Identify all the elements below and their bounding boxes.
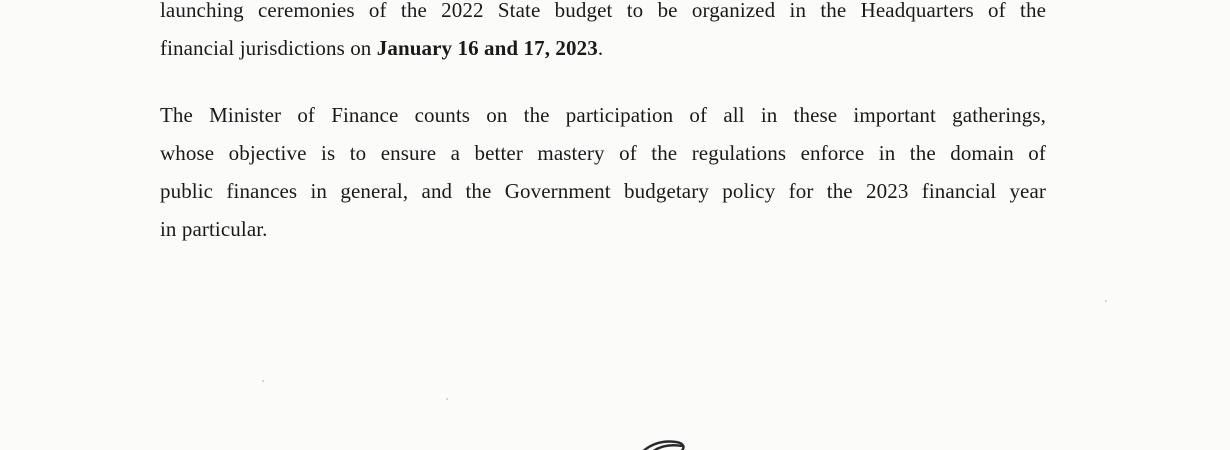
text-run: . (597, 36, 604, 60)
paragraph-minister-participation (160, 96, 1046, 248)
paragraph-line: public finances in general, and the Government budgetary policy for the 2023 financial year (160, 179, 1046, 203)
paper-speck (446, 398, 448, 400)
paragraph-line: whose objective is to ensure a better mastery of the regulations enforce in the domain of (160, 141, 1046, 165)
text-run: financial jurisdictions on (160, 36, 377, 60)
event-dates: January 16 and 17, 2023 (376, 36, 598, 60)
paper-speck (1105, 300, 1107, 302)
signature-mark (600, 430, 720, 450)
paper-speck (262, 380, 264, 382)
paragraph-line: The Minister of Finance counts on the participation of all in these important gatherings, (160, 103, 1046, 127)
paragraph-launching-ceremonies (160, 0, 1046, 67)
paragraph-line: in particular. (160, 217, 268, 241)
paragraph-line: launching ceremonies of the 2022 State budget to be organized in the Headquarters of the (160, 0, 1046, 22)
paragraph-line (160, 29, 1046, 67)
